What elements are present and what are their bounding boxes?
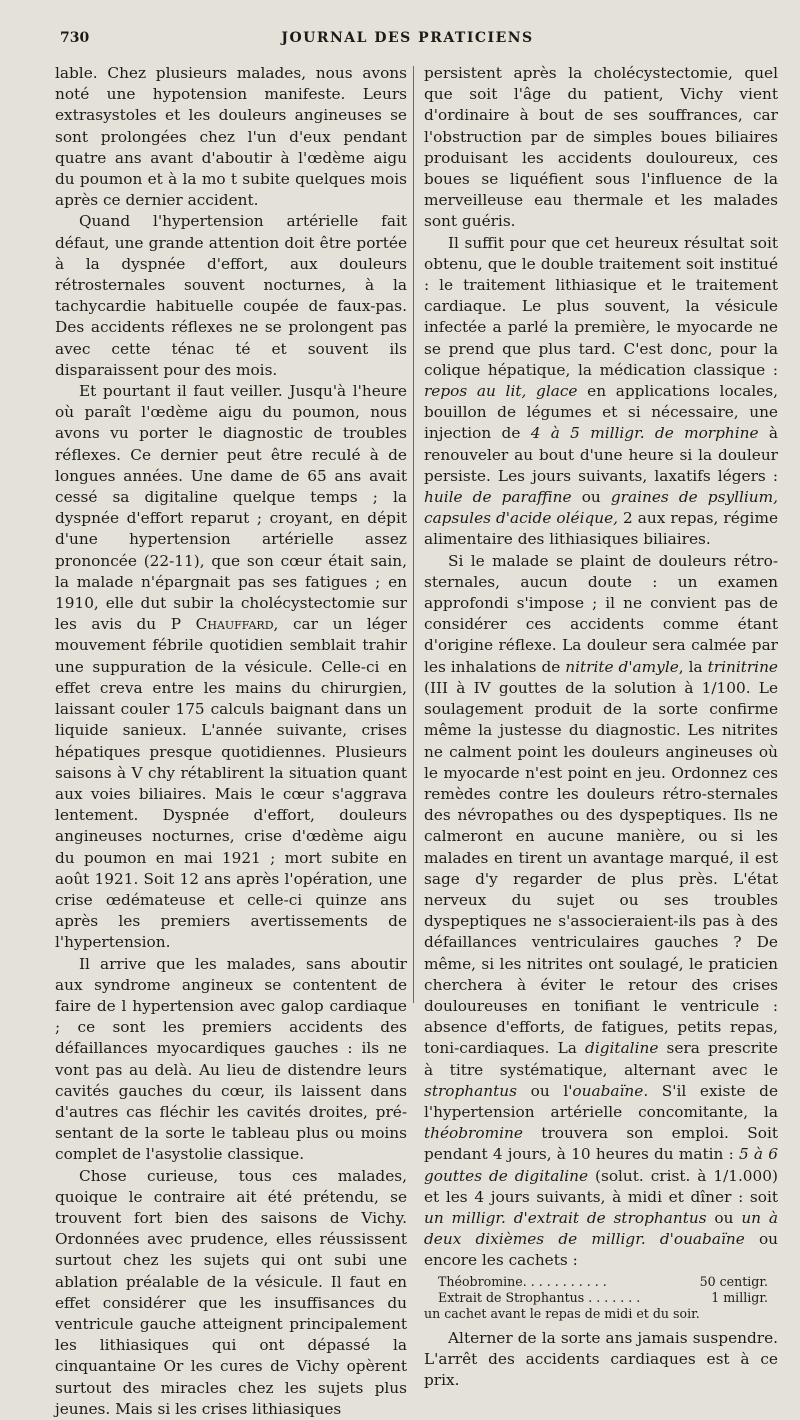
left-paragraph-2: Quand l'hypertension artérielle fait défaut, une grande attention doit être portée à la dyspnée d'effort, aux douleurs rétrosternales souvent nocturnes, à la tachycardie habituelle coupée de faux-pas. Des accidents réflexes ne se prolongent pas avec cette ténac té et souvent ils disparaissent pour des mois. bbox=[55, 212, 407, 379]
right-paragraph-2 bbox=[424, 233, 778, 551]
left-paragraph-4: Il arrive que les malades, sans aboutir aux syndrome angineux se contentent de faire de l hypertension avec galop cardiaque ; ce sont les premiers accidents des défaillances myocardiques gauches : ils ne vont pas au delà. Au lieu de distendre leurs cavités gauches du cœur, ils laissent dans d'autres cas fléchir les cavités droites, présentant de la sorte le tableau plus ou moins complet de l'asystolie classique. bbox=[55, 954, 407, 1164]
right-paragraph-3 bbox=[424, 551, 778, 1272]
drug-name: Théobromine. . . . . . . . . . . bbox=[438, 1273, 607, 1289]
prescription-note: un cachet avant le repas de midi et du soir. bbox=[424, 1305, 700, 1321]
text-run: à renouveler au bout d'une heure si la douleur persiste. Les jours suivants, laxatifs légers : bbox=[424, 424, 778, 485]
text-run: Il suffit pour que cet heureux résultat soit obtenu, que le double traitement soit institué : le traitement lithiasique et le traitement cardiaque. Le plus souvent, la vésicule infectée a parlé la première, le myocarde ne se prend que plus tard. C'est donc, pour la colique hépatique, la médication classique : bbox=[424, 233, 778, 379]
italic-run: nitrite d'amyle bbox=[565, 657, 679, 676]
journal-title: JOURNAL DES PRATICIENS bbox=[281, 30, 534, 46]
text-run: (solut. crist. à 1/1.000) et les 4 jours suivants, à midi et dîner : soit bbox=[424, 1166, 778, 1206]
text-run: . S'il existe de l'hypertension artérielle concomitante, la bbox=[424, 1081, 778, 1121]
left-paragraph-3 bbox=[55, 381, 407, 953]
author-name: Chauffard bbox=[195, 615, 274, 634]
left-paragraph-1: lable. Chez plusieurs malades, nous avons noté une hypotension manifeste. Leurs extrasystoles et les douleurs angineuses se sont prolongées chez l'un d'eux pendant quatre ans avant d'aboutir à l'œdème aigu du poumon et à la mo t subite quelques mois après ce dernier accident. bbox=[55, 64, 407, 210]
italic-run: théobromine bbox=[424, 1124, 523, 1143]
right-paragraph-4: Alterner de la sorte ans jamais suspendre. L'arrêt des accidents cardiaques est à ce prix. bbox=[424, 1328, 778, 1389]
text-run: ou l' bbox=[530, 1081, 573, 1100]
prescription-line bbox=[424, 1274, 778, 1290]
text-run: , la bbox=[678, 657, 703, 676]
text-run: sera prescrite à titre systématique, alternant avec le bbox=[424, 1039, 778, 1079]
right-column bbox=[424, 63, 778, 1391]
italic-run: graines de psyllium, capsules d'acide oléique, bbox=[424, 488, 778, 528]
text-run: 2 aux repas, régime alimentaire des lithiasiques biliaires. bbox=[424, 509, 778, 549]
prescription-block bbox=[424, 1274, 778, 1322]
italic-run: ouabaïne bbox=[572, 1081, 644, 1100]
column-divider bbox=[413, 66, 414, 1003]
italic-run: un milligr. d'extrait de strophantus bbox=[424, 1208, 707, 1227]
italic-run: strophantus bbox=[424, 1081, 517, 1100]
italic-run: trinitrine bbox=[707, 657, 778, 676]
text-run: Et pourtant il faut veiller. Jusqu'à l'heure où paraît l'œdème aigu du poumon, nous avons vu porter le diagnostic de troubles réflexes. Ce dernier peut être reculé à de longues années. Une dame de 65 ans avait cessé sa digitaline quelque temps ; la dyspnée d'effort reparut ; croyant, en dépit d'une hypertension artérielle assez prononcée (22-11), que son cœur était sain, la malade n'épargnait pas ses fatigues ; en 1910, elle dut subir la cholécystectomie sur les avis du P bbox=[55, 382, 407, 634]
text-run: trouvera son emploi. Soit pendant 4 jours, à 10 heures du matin : bbox=[424, 1124, 778, 1164]
right-paragraph-1: persistent après la cholécystectomie, quel que soit l'âge du patient, Vichy vient d'ordinaire à bout de ses souffrances, car l'obstruction par de simples boues biliaires produisant les accidents douloureux, ces boues se liquéfient sous l'influence de la merveilleuse eau thermale et les malades sont guéris. bbox=[424, 64, 778, 231]
text-run: , car un léger mouvement fébrile quotidien semblait trahir une suppuration de la vésicule. Celle-ci en effet creva entre les mains du chirurgien, laissant couler 175 calculs baignant dans un liquide sanieux. L'année suivante, crises hépatiques presque quotidiennes. Plusieurs saisons à V chy rétablirent la situation quant aux voies biliaires. Mais le cœur s'aggrava lentement. Dyspnée d'effort, douleurs angineuses nocturnes, crise d'œdème aigu du poumon en mai 1921 ; mort subite en août 1921. Soit 12 ans après l'opération, une crise œdémateuse et celle-ci quinze ans après les premiers avertissements de l'hypertension. bbox=[55, 615, 407, 952]
italic-run: 5 à 6 gouttes de digitaline bbox=[424, 1145, 778, 1185]
left-paragraph-5: Chose curieuse, tous ces malades, quoique le contraire ait été prétendu, se trouvent fort bien des saisons de Vichy. Ordonnées avec prudence, elles réussissent surtout chez les sujets qui ont subi une ablation préalable de la vésicule. Il faut en effet considérer que les insuffisances du ventricule gauche atteignent principalement les lithiasiques qui ont dépassé la cinquantaine Or les cures de Vichy opèrent surtout des miracles chez les sujets plus jeunes. Mais si les crises lithiasiques bbox=[55, 1166, 407, 1418]
text-run: ou bbox=[581, 488, 601, 507]
italic-run: repos au lit, glace bbox=[424, 382, 578, 401]
text-run: ou encore les cachets : bbox=[424, 1230, 778, 1270]
italic-run: digitaline bbox=[585, 1039, 659, 1058]
text-run: (III à IV gouttes de la solution à 1/100. Le soulagement produit de la sorte confirme même la justesse du diagnostic. Les nitrites ne calment point les douleurs angineuses où le myocarde n'est point en jeu. Ordonnez ces remèdes contre les douleurs rétro-sternales des névropathes ou des dyspeptiques. Ils ne calmeront en aucune manière, ou si les malades en tirent un avantage marqué, il est sage d'y regarder de plus près. L'état nerveux du sujet ou ses troubles dyspeptiques ne s'associeraient-ils pas à des défaillances ventriculaires gauches ? De même, si les nitrites ont soulagé, le praticien cherchera à éviter le retour des crises douloureuses en tonifiant le ventricule : absence d'efforts, de fatigues, petits repas, toni-cardiaques. La bbox=[424, 678, 778, 1058]
text-run: ou bbox=[714, 1208, 734, 1227]
left-column bbox=[55, 63, 407, 1420]
italic-run: huile de paraffine bbox=[424, 488, 572, 507]
italic-run: 4 à 5 milligr. de morphine bbox=[530, 424, 759, 443]
text-run: en applications locales, bouillon de légumes et si nécessaire, une injection de bbox=[424, 382, 778, 443]
text-run: Si le malade se plaint de douleurs rétro-sternales, aucun doute : un examen approfondi s'impose ; il ne convient pas de considérer ces accidents comme étant d'origine réflexe. La douleur sera calmée par les inhalations de bbox=[424, 551, 778, 676]
page-number: 730 bbox=[60, 30, 90, 46]
prescription-line bbox=[424, 1290, 778, 1306]
drug-dose: 1 milligr. bbox=[711, 1289, 768, 1305]
italic-run: un à deux dixièmes de milligr. d'ouabaïne bbox=[424, 1208, 778, 1249]
drug-name: Extrait de Strophantus . . . . . . . bbox=[438, 1289, 641, 1305]
drug-dose: 50 centigr. bbox=[699, 1273, 768, 1289]
page-header bbox=[60, 30, 755, 50]
